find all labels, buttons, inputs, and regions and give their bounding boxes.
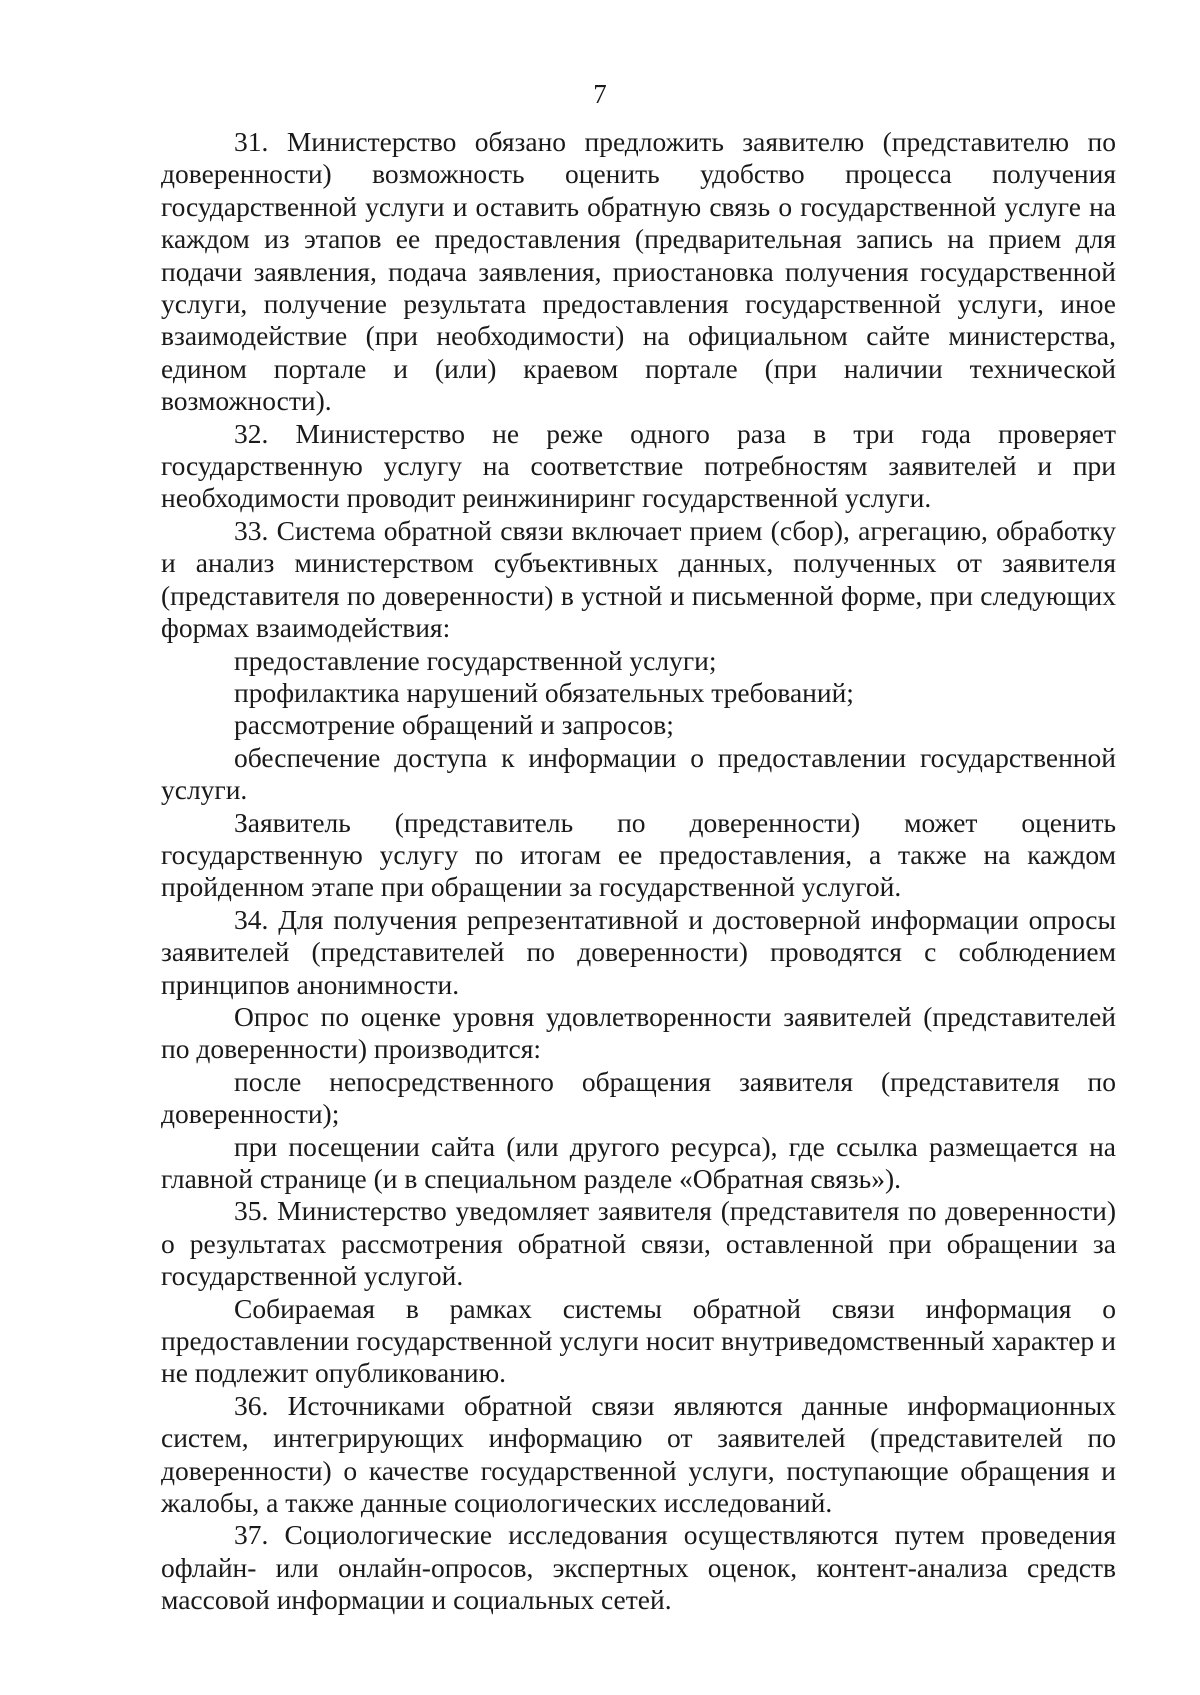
paragraph-confidential: Собираемая в рамках системы обратной связи информация о предоставлении государственной услуги носит внутриведомственный характер и не подлежит опубликованию. [161,1292,1116,1389]
paragraph-35: 35. Министерство уведомляет заявителя (представителя по доверенности) о результатах рассмотрения обратной связи, оставленной при обращении за государственной услугой. [161,1195,1116,1292]
list-item-appeals: рассмотрение обращений и запросов; [234,709,674,741]
paragraph-32: 32. Министерство не реже одного раза в три года проверяет государственную услугу на соответствие потребностям заявителей и при необходимости проводит реинжиниринг государственной услуги. [161,417,1116,514]
paragraph-31: 31. Министерство обязано предложить заявителю (представителю по доверенности) возможность оценить удобство процесса получения государственной услуги и оставить обратную связь о государственной услуге на каждом из этапов ее предоставления (предварительная запись на прием для подачи заявления, подача заявления, приостановка получения государственной услуги, получение результата предоставления государственной услуги, иное взаимодействие (при необходимости) на официальном сайте министерства, едином портале и (или) краевом портале (при наличии технической возможности). [161,126,1116,417]
list-item-site-visit: при посещении сайта (или другого ресурса), где ссылка размещается на главной странице (и в специальном разделе «Обратная связь»). [161,1130,1116,1194]
list-item-prevention: профилактика нарушений обязательных требований; [234,676,854,708]
paragraph-37: 37. Социологические исследования осуществляются путем проведения офлайн- или онлайн-опросов, экспертных оценок, контент-анализа средств массовой информации и социальных сетей. [161,1519,1116,1616]
page-number: 7 [593,79,607,109]
list-item-provision: предоставление государственной услуги; [234,644,717,676]
paragraph-34: 34. Для получения репрезентативной и достоверной информации опросы заявителей (представителей по доверенности) проводятся с соблюдением принципов анонимности. [161,903,1116,1000]
paragraph-33: 33. Система обратной связи включает прием (сбор), агрегацию, обработку и анализ министерством субъективных данных, полученных от заявителя (представителя по доверенности) в устной и письменной форме, при следующих формах взаимодействия: [161,514,1116,644]
paragraph-36: 36. Источниками обратной связи являются данные информационных систем, интегрирующих информацию от заявителей (представителей по доверенности) о качестве государственной услуги, поступающие обращения и жалобы, а также данные социологических исследований. [161,1389,1116,1519]
paragraph-survey: Опрос по оценке уровня удовлетворенности заявителей (представителей по доверенности) производится: [161,1000,1116,1065]
list-item-after-appeal: после непосредственного обращения заявителя (представителя по доверенности); [161,1065,1116,1130]
document-body [161,126,1116,1617]
list-item-access: обеспечение доступа к информации о предоставлении государственной услуги. [161,741,1116,806]
paragraph-applicant-rating: Заявитель (представитель по доверенности) может оценить государственную услугу по итогам ее предоставления, а также на каждом пройденном этапе при обращении за государственной услугой. [161,806,1116,903]
